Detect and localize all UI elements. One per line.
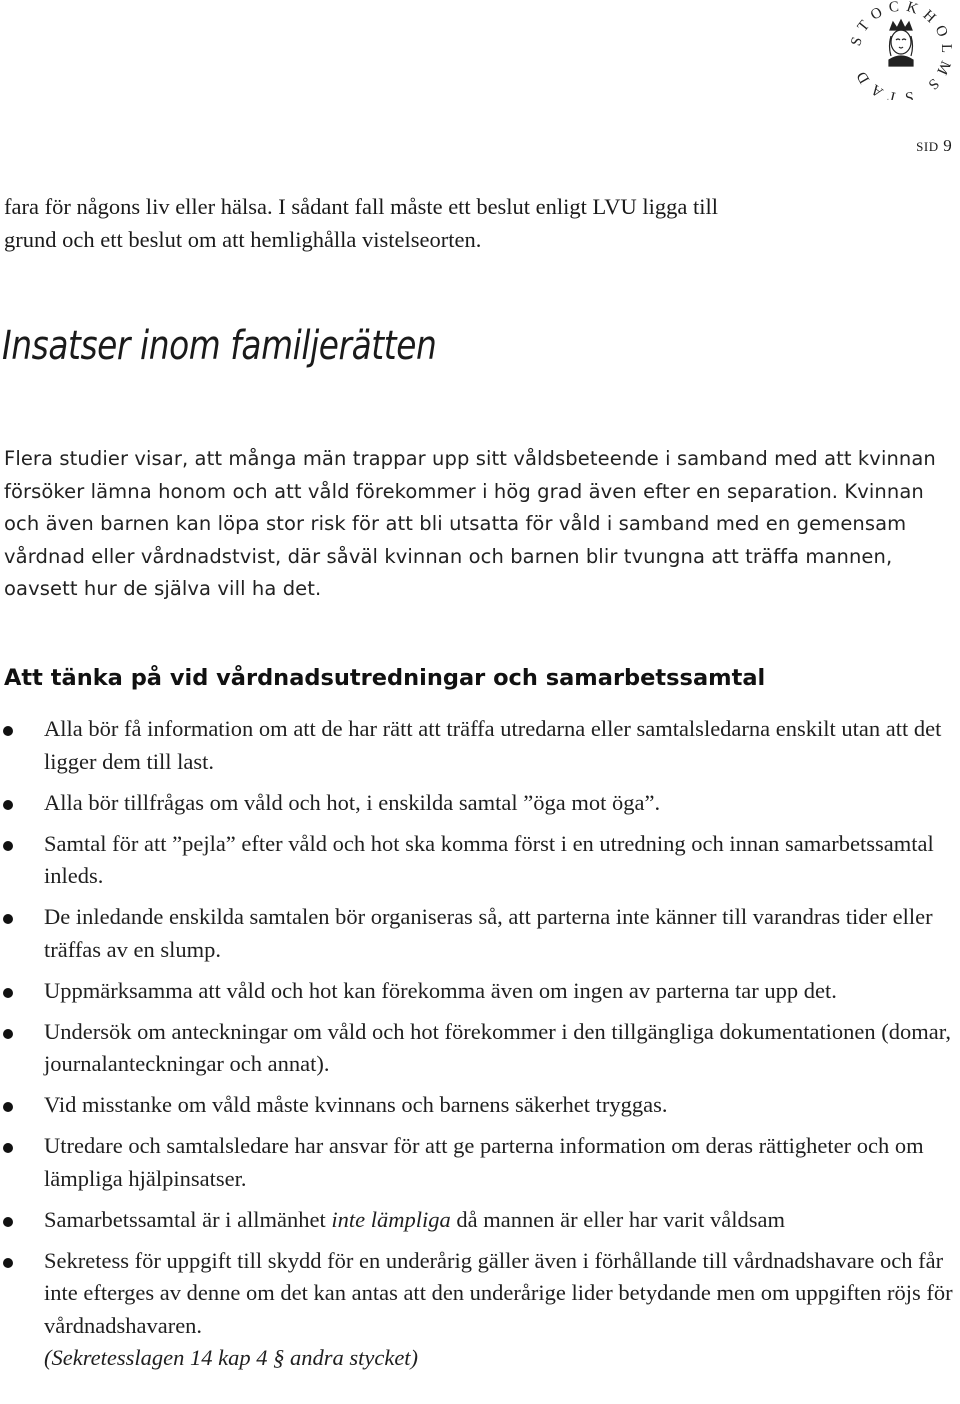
checklist (0, 713, 960, 1383)
list-item-text-suffix: då mannen är eller har varit våldsam (450, 1206, 786, 1232)
crowned-head-emblem (889, 20, 913, 66)
bullet-icon (3, 726, 13, 736)
list-item-text: Vid misstanke om våld måste kvinnans och barnens säkerhet tryggas. (44, 1092, 668, 1117)
intro-continuation (4, 190, 904, 256)
stockholms-stad-logo (846, 0, 956, 100)
section-title: Insatser inom familjerätten (2, 323, 437, 369)
list-item (0, 1130, 954, 1195)
checklist-heading: Att tänka på vid vårdnadsutredningar och samarbetssamtal (4, 665, 766, 691)
list-item-text: Utredare och samtalsledare har ansvar för att ge parterna information om deras rättigheter och om lämpliga hjälpinsatser. (44, 1133, 924, 1191)
bullet-icon (3, 1029, 13, 1039)
section-paragraph (4, 443, 939, 606)
intro-line-1: fara för någons liv eller hälsa. I sådant fall måste ett beslut enligt LVU ligga till (4, 194, 718, 219)
list-item (0, 975, 954, 1008)
bullet-icon (3, 1217, 13, 1227)
city-seal-icon (846, 0, 956, 100)
bullet-icon (3, 800, 13, 810)
bullet-icon (3, 914, 13, 924)
list-item (0, 787, 954, 820)
list-item (0, 828, 954, 893)
list-item (0, 1089, 954, 1122)
bullet-icon (3, 988, 13, 998)
bullet-icon (3, 1143, 13, 1153)
intro-line-2: grund och ett beslut om att hemlighålla vistelseorten. (4, 227, 482, 252)
bullet-icon (3, 1102, 13, 1112)
list-item-emphasis: inte lämpliga (331, 1206, 451, 1232)
list-item (0, 1204, 960, 1237)
list-item-text: Alla bör få information om att de har rätt att träffa utredarna eller samtalsledarna enskilt utan att det ligger dem till last. (44, 716, 942, 774)
legal-reference: (Sekretesslagen 14 kap 4 § andra stycket) (44, 1345, 419, 1370)
list-item-text: Sekretess för uppgift till skydd för en underårig gäller även i förhållande till vårdnadshavare och får inte efterges av denne om det kan antas att den underårige lider betydande men om uppgiften röjs för vårdnadshavaren. (44, 1247, 953, 1338)
list-item (0, 713, 954, 778)
list-item-text: De inledande enskilda samtalen bör organiseras så, att parterna inte känner till varandras tider eller träffas av en slump. (44, 904, 933, 962)
list-item-text-prefix: Samarbetssamtal är i allmänhet (44, 1206, 332, 1232)
logo-lettering: STOCKHOLMS STAD (848, 0, 955, 100)
page-number-value: 9 (943, 136, 952, 155)
bullet-icon (3, 1258, 13, 1268)
body-paragraph: Flera studier visar, att många män trappar upp sitt våldsbeteende i samband med att kvinnan försöker lämna honom och att våld förekommer i hög grad även efter en separation. Kvinnan och även barnen kan löpa stor risk för att bli utsatta för våld i samband med en gemensam vårdnad eller vårdnadstvist, där såväl kvinnan och barnen blir tvungna att träffa mannen, oavsett hur de själva vill ha det. (4, 447, 936, 600)
list-item-text: Samtal för att ”pejla” efter våld och hot ska komma först i en utredning och innan samarbetssamtal inleds. (44, 830, 934, 888)
list-item-text: Alla bör tillfrågas om våld och hot, i enskilda samtal ”öga mot öga”. (44, 789, 661, 815)
list-item-text: Undersök om anteckningar om våld och hot förekommer i den tillgängliga dokumentationen (domar, journalanteckningar och annat). (44, 1018, 951, 1076)
list-item (0, 901, 954, 966)
list-item-text: Uppmärksamma att våld och hot kan förekomma även om ingen av parterna tar upp det. (44, 977, 837, 1003)
page-number (880, 136, 952, 156)
sid-label: SID (916, 139, 939, 154)
list-item (0, 1016, 954, 1081)
bullet-icon (3, 841, 13, 851)
list-item (0, 1245, 954, 1375)
